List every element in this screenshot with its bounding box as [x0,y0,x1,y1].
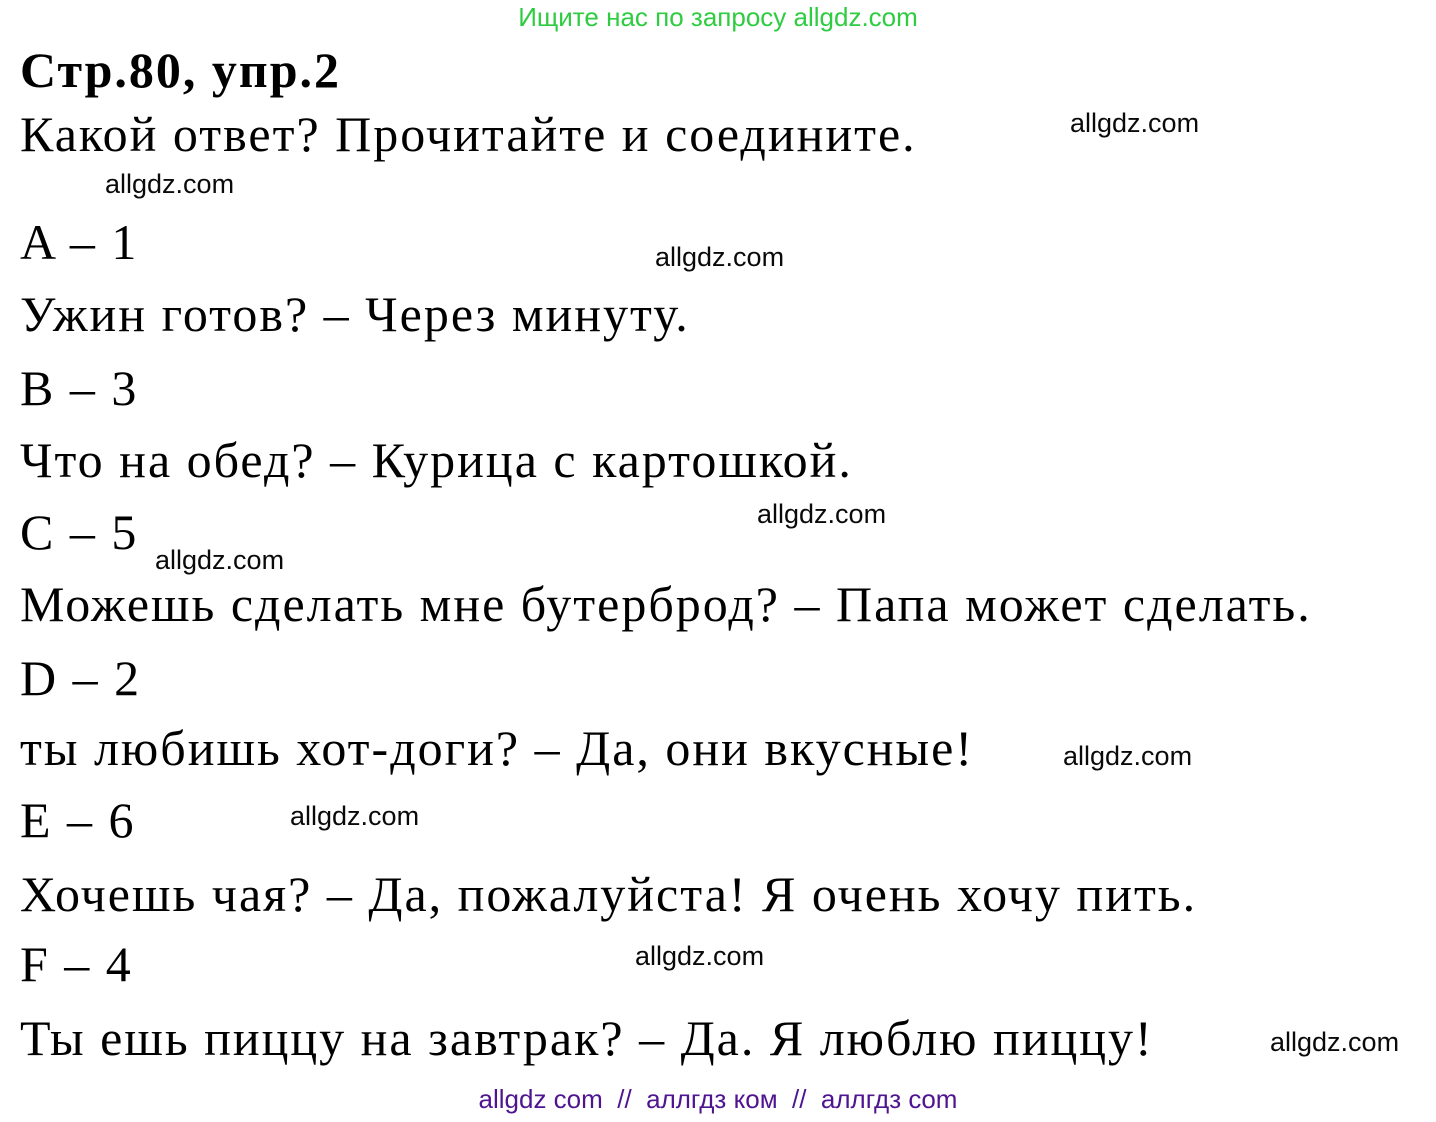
watermark-text: allgdz.com [757,499,887,529]
sentence-d: ты любишь хот-доги? – Да, они вкусные! [20,720,974,776]
watermark-text: allgdz.com [105,169,235,199]
answer-label-e: E – 6 [20,792,136,848]
answer-label-a: A – 1 [20,214,139,270]
task-text: Какой ответ? Прочитайте и соедините. [20,106,917,162]
watermark-text: allgdz.com [655,242,785,272]
answer-label-d: D – 2 [20,650,142,706]
watermark-text: allgdz.com [635,941,765,971]
watermark-text: allgdz.com [1070,108,1200,138]
answer-label-b: B – 3 [20,360,139,416]
footer-site-names: allgdz com // аллгдз ком // аллгдз com [478,1084,958,1114]
sentence-c: Можешь сделать мне бутерброд? – Папа может сделать. [20,576,1312,632]
sentence-a: Ужин готов? – Через минуту. [20,286,690,342]
sentence-b: Что на обед? – Курица с картошкой. [20,432,853,488]
watermark-text: allgdz.com [155,545,285,575]
page-title: Стр.80, упр.2 [20,42,342,98]
answer-label-c: C – 5 [20,504,139,560]
sentence-e: Хочешь чая? – Да, пожалуйста! Я очень хочу пить. [20,866,1198,922]
sentence-f: Ты ешь пиццу на завтрак? – Да. Я люблю пиццу! [20,1010,1154,1066]
watermark-text: allgdz.com [1063,741,1193,771]
header-search-hint: Ищите нас по запросу allgdz.com [518,2,918,32]
answer-label-f: F – 4 [20,936,133,992]
watermark-text: allgdz.com [1270,1027,1400,1057]
watermark-text: allgdz.com [290,801,420,831]
